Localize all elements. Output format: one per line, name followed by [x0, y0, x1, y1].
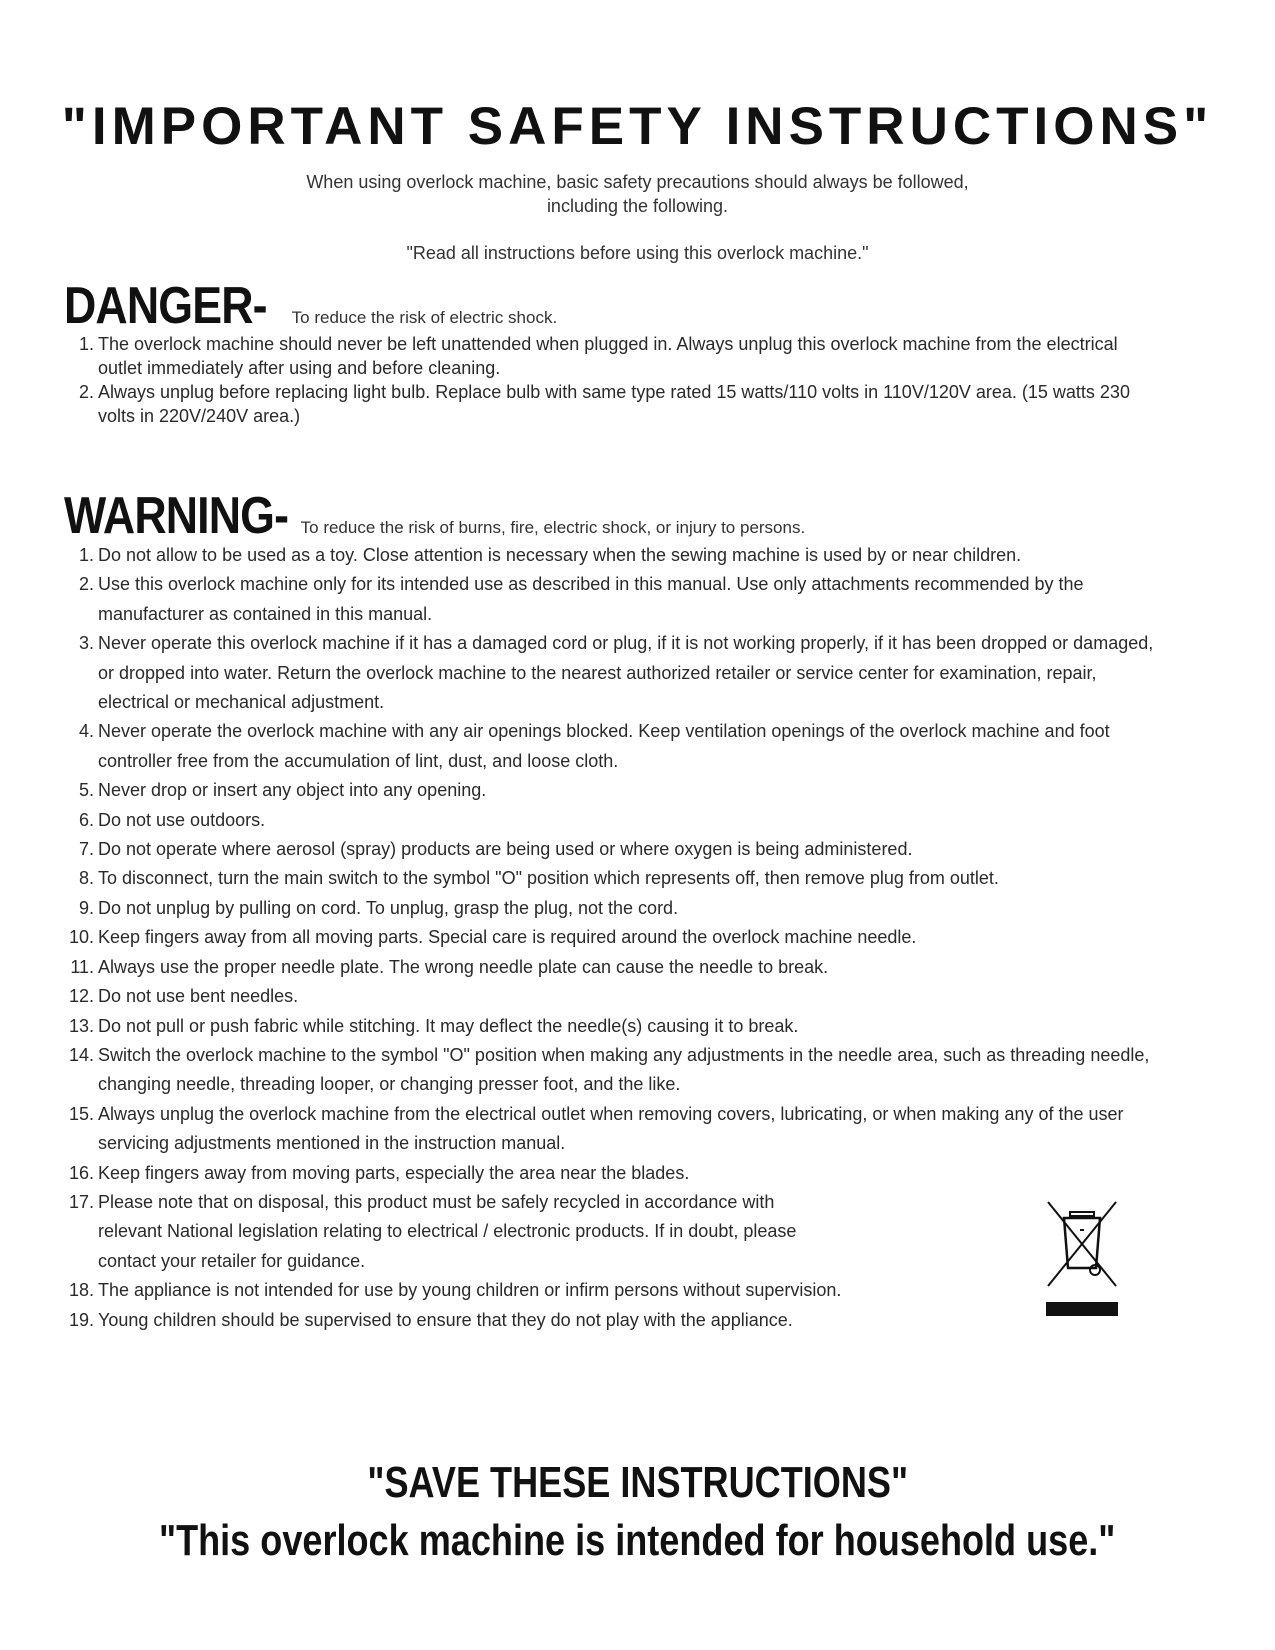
list-item — [64, 923, 1154, 952]
item-text: Do not unplug by pulling on cord. To unplug, grasp the plug, not the cord. — [98, 897, 679, 918]
list-item — [64, 1188, 818, 1276]
item-text: Do not operate where aerosol (spray) products are being used or where oxygen is being administered. — [98, 839, 913, 860]
list-item — [64, 541, 1154, 570]
item-number: 2. — [78, 382, 94, 402]
list-item — [64, 894, 1154, 923]
list-item — [64, 864, 1154, 893]
item-text: Use this overlock machine only for its intended use as described in this manual. Use only attachments recommended by the manufacturer as contained in this manual. — [98, 574, 1084, 624]
list-item — [64, 332, 1154, 380]
item-text: Keep fingers away from all moving parts. Special care is required around the overlock machine needle. — [98, 927, 917, 948]
item-number: 10. — [68, 927, 94, 948]
item-text: Always use the proper needle plate. The wrong needle plate can cause the needle to break. — [98, 956, 829, 977]
crossed-out-wheelie-bin-icon — [1042, 1198, 1122, 1318]
list-item — [64, 806, 1154, 835]
item-text: Never operate the overlock machine with any air openings blocked. Keep ventilation openings of the overlock machine and foot controller free from the accumulation of lint, dust, and loose cloth. — [98, 721, 1110, 771]
item-number: 15. — [68, 1103, 94, 1124]
danger-heading: DANGER- — [64, 277, 267, 335]
item-text: Always unplug before replacing light bulb. Replace bulb with same type rated 15 watts/110 volts in 110V/120V area. (15 watts 230 volts in 220V/240V area.) — [98, 382, 1130, 426]
list-item — [64, 1306, 1154, 1335]
danger-header — [64, 276, 557, 336]
item-number: 5. — [78, 780, 94, 801]
list-item — [64, 982, 1154, 1011]
item-number: 18. — [68, 1280, 94, 1301]
intro-line-2: including the following. — [546, 196, 729, 216]
danger-list — [64, 332, 1154, 428]
item-number: 7. — [78, 839, 94, 860]
item-number: 17. — [68, 1191, 94, 1212]
page-title: "IMPORTANT SAFETY INSTRUCTIONS" — [61, 97, 1214, 156]
list-item — [64, 1159, 1154, 1188]
item-text: Do not use bent needles. — [98, 986, 299, 1007]
item-number: 1. — [78, 334, 94, 354]
item-number: 6. — [78, 809, 94, 830]
item-text: Do not pull or push fabric while stitching. It may deflect the needle(s) causing it to break. — [98, 1015, 799, 1036]
item-text: Always unplug the overlock machine from the electrical outlet when removing covers, lubricating, or when making any of the user servicing adjustments mentioned in the instruction manual. — [98, 1103, 1124, 1154]
list-item — [64, 629, 1154, 717]
item-text: The overlock machine should never be left unattended when plugged in. Always unplug this overlock machine from the electrical outlet immediately after using and before cleaning. — [98, 334, 1118, 378]
list-item — [64, 1100, 1154, 1159]
list-item — [64, 1041, 1154, 1100]
item-text: Do not allow to be used as a toy. Close attention is necessary when the sewing machine is used by or near children. — [98, 545, 1022, 565]
item-number: 8. — [78, 868, 94, 889]
item-text: Young children should be supervised to ensure that they do not play with the appliance. — [98, 1309, 793, 1330]
item-number: 19. — [68, 1309, 94, 1330]
list-item — [64, 835, 1154, 864]
item-number: 16. — [68, 1162, 94, 1183]
item-number: 13. — [68, 1015, 94, 1036]
item-number: 9. — [78, 897, 94, 918]
item-number: 12. — [68, 986, 94, 1007]
warning-list — [64, 541, 1154, 1335]
item-text: Switch the overlock machine to the symbol "O" position when making any adjustments in the needle area, such as threading needle, changing needle, threading looper, or changing presser foot, and the like. — [98, 1044, 1150, 1095]
save-instructions-heading — [0, 1458, 1275, 1508]
save-instructions-text: "SAVE THESE INSTRUCTIONS" — [367, 1458, 908, 1507]
item-number: 2. — [78, 574, 94, 595]
item-number: 4. — [78, 721, 94, 742]
item-number: 1. — [78, 545, 94, 565]
item-text: To disconnect, turn the main switch to the symbol "O" position which represents off, then remove plug from outlet. — [98, 868, 999, 889]
list-item — [64, 717, 1154, 776]
list-item — [64, 1012, 1154, 1041]
household-use-heading — [0, 1516, 1275, 1566]
item-text: Do not use outdoors. — [98, 809, 266, 830]
intro-line-1: When using overlock machine, basic safety precautions should always be followed, — [306, 172, 969, 192]
item-text: Never operate this overlock machine if it has a damaged cord or plug, if it is not working properly, if it has been dropped or damaged, or dropped into water. Return the overlock machine to the nearest authorized retailer or service center for examination, repair, electrical or mechanical adjustment. — [98, 633, 1154, 713]
item-number: 14. — [68, 1044, 94, 1065]
warning-subtitle: To reduce the risk of burns, fire, electric shock, or injury to persons. — [300, 518, 806, 537]
list-item — [64, 380, 1154, 428]
warning-header — [64, 486, 805, 546]
item-number: 11. — [70, 956, 94, 977]
list-item — [64, 1276, 1154, 1305]
item-text: Keep fingers away from moving parts, especially the area near the blades. — [98, 1162, 690, 1183]
list-item — [64, 570, 1154, 629]
item-text: The appliance is not intended for use by young children or infirm persons without supervision. — [98, 1280, 842, 1301]
read-all-notice: "Read all instructions before using this overlock machine." — [406, 243, 869, 263]
household-use-text: "This overlock machine is intended for household use." — [159, 1516, 1116, 1565]
list-item — [64, 953, 1154, 982]
item-number: 3. — [78, 633, 94, 654]
item-text: Please note that on disposal, this product must be safely recycled in accordance with relevant National legislation relating to electrical / electronic products. If in doubt, please contact your retailer for guidance. — [98, 1191, 797, 1271]
danger-subtitle: To reduce the risk of electric shock. — [291, 308, 558, 327]
list-item — [64, 776, 1154, 805]
item-text: Never drop or insert any object into any opening. — [98, 780, 487, 801]
intro-text — [0, 170, 1275, 218]
warning-heading: WARNING- — [64, 487, 289, 545]
